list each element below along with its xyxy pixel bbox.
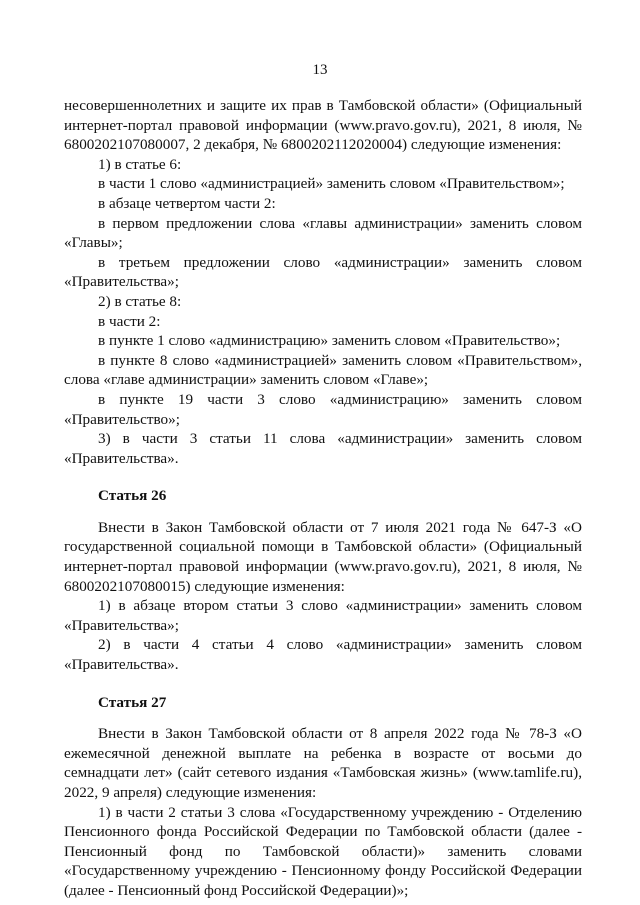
paragraph: 1) в статье 6: — [98, 155, 182, 173]
article-27-section — [64, 693, 582, 901]
page-number: 13 — [312, 62, 328, 78]
paragraph: в первом предложении слова «главы администрации» заменить словом «Главы»; — [64, 214, 582, 252]
paragraph: в пункте 8 слово «администрацией» заменить словом «Правительством», слова «главе администрации» заменить словом «Главе»; — [64, 351, 582, 389]
paragraph: 1) в абзаце втором статьи 3 слово «администрации» заменить словом «Правительства»; — [64, 597, 582, 634]
spacer — [64, 506, 582, 518]
paragraph: Внести в Закон Тамбовской области от 8 апреля 2022 года № 78-З «О ежемесячной денежной выплате на ребенка в возрасте от восьми до семнадцати лет» (сайт сетевого издания «Тамбовская жизнь» (www.tamlife.ru), 2022, 9 апреля) следующие изменения: — [64, 725, 582, 801]
continuation-block — [64, 96, 582, 468]
paragraph: в пункте 1 слово «администрацию» заменить словом «Правительство»; — [98, 332, 561, 350]
spacer — [64, 675, 582, 693]
document-body — [64, 96, 582, 901]
paragraph: несовершеннолетних и защите их прав в Тамбовской области» (Официальный интернет-портал правовой информации (www.pravo.gov.ru), 2021, 8 июля, № 6800202107080007, 2 декабря, № 6800202112020004) следующие изменения: — [64, 97, 582, 154]
paragraph: 2) в части 4 статьи 4 слово «администрации» заменить словом «Правительства». — [64, 636, 582, 674]
article-heading: Статья 26 — [98, 487, 167, 505]
paragraph: 3) в части 3 статьи 11 слова «администрации» заменить словом «Правительства». — [64, 430, 582, 467]
paragraph: в третьем предложении слово «администрации» заменить словом «Правительства»; — [64, 253, 582, 291]
paragraph: в абзаце четвертом части 2: — [98, 194, 276, 212]
paragraph: Внести в Закон Тамбовской области от 7 июля 2021 года № 647-З «О государственной социальной помощи в Тамбовской области» (Официальный интернет-портал правовой информации (www.pravo.gov.ru), 2021, 8 июля, № 6800202107080015) следующие изменения: — [64, 518, 582, 595]
article-heading: Статья 27 — [98, 693, 167, 711]
paragraph: в части 1 слово «администрацией» заменить словом «Правительством»; — [98, 175, 565, 193]
paragraph: в пункте 19 части 3 слово «администрацию» заменить словом «Правительство»; — [64, 390, 582, 428]
paragraph: в части 2: — [98, 312, 161, 330]
article-26-section — [64, 486, 582, 674]
paragraph: 2) в статье 8: — [98, 292, 182, 310]
paragraph: 1) в части 2 статьи 3 слова «Государственному учреждению - Отделению Пенсионного фонда Российской Федерации по Тамбовской области (далее - Пенсионный фонд по Тамбовской области)» заменить словами «Государственному учреждению - Пенсионному фонду Российской Федерации (далее - Пенсионный фонд Российской Федерации)»; — [64, 803, 582, 899]
spacer — [64, 468, 582, 486]
spacer — [64, 712, 582, 724]
